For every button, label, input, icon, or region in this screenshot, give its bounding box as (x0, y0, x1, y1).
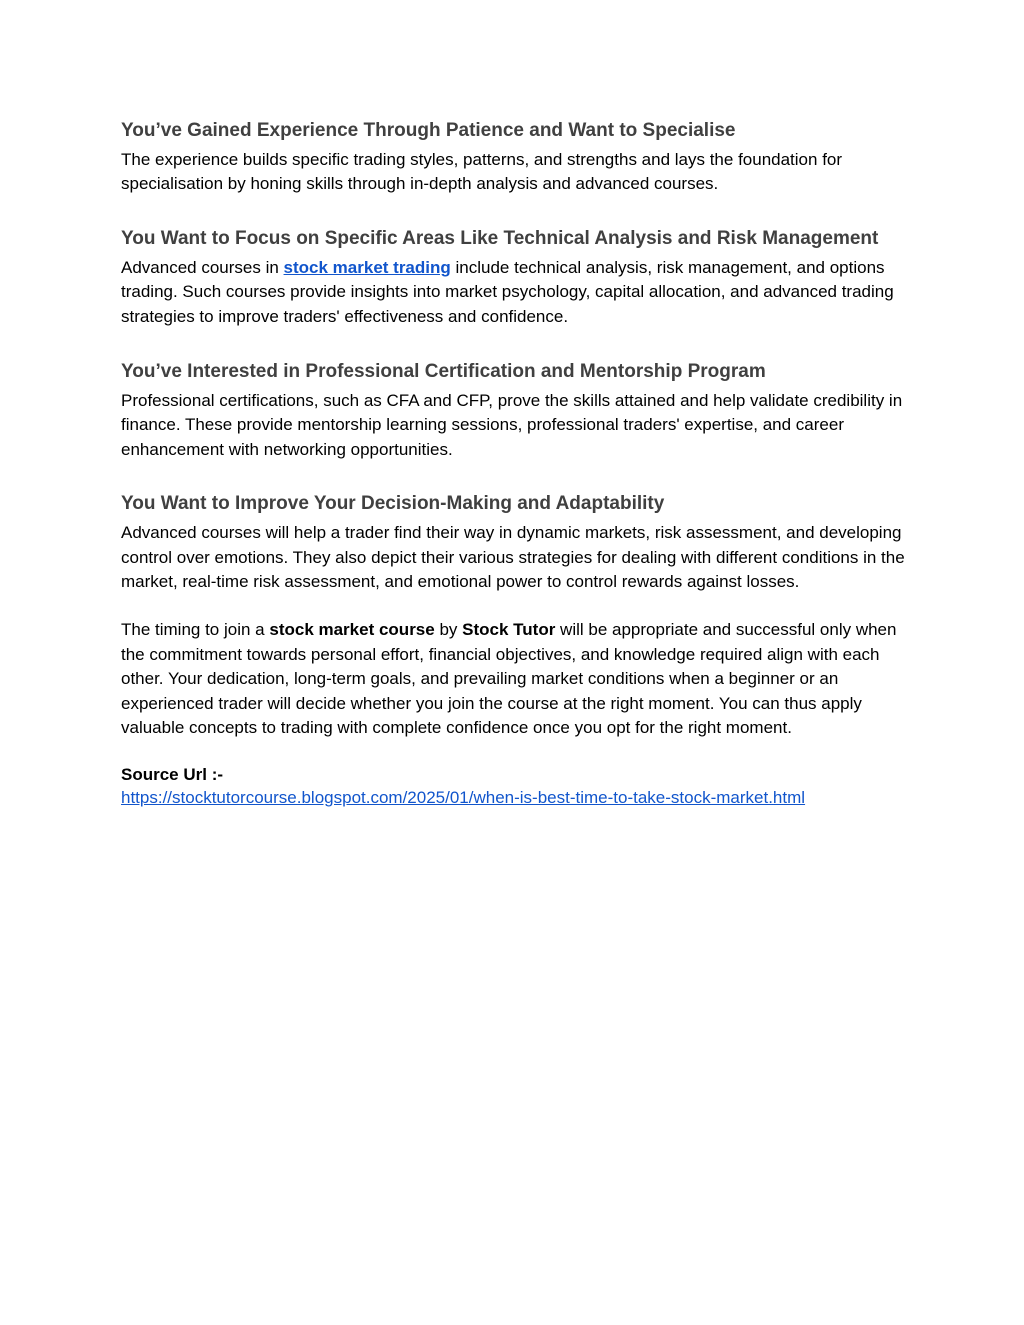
bold-brand: Stock Tutor (462, 620, 556, 640)
section-heading: You’ve Gained Experience Through Patience and Want to Specialise (121, 120, 736, 141)
source-label: Source Url :- (121, 764, 224, 784)
section-decision-making (121, 491, 906, 594)
paragraph-text: include technical analysis, risk management, and options trading. Such courses provide insights into market psychology, capital allocation, and advanced trading strategies to improve traders' effectiveness and confidence. (121, 257, 894, 326)
paragraph-text: by (434, 620, 463, 640)
section-focus-areas (121, 226, 906, 329)
section-paragraph (121, 256, 906, 329)
conclusion-paragraph (121, 618, 906, 740)
section-heading: You Want to Improve Your Decision-Making and Adaptability (121, 493, 665, 515)
document-body (121, 118, 906, 809)
paragraph-text: The timing to join a (121, 620, 270, 640)
section-certification (121, 359, 906, 462)
section-paragraph: The experience builds specific trading styles, patterns, and strengths and lays the foundation for specialisation by honing skills through in-depth analysis and advanced courses. (121, 150, 843, 194)
bold-term: stock market course (269, 620, 435, 640)
paragraph-text: Advanced courses in (121, 257, 284, 277)
paragraph-text: will be appropriate and successful only when the commitment towards personal effort, financial objectives, and knowledge required align with each other. Your dedication, long-term goals, and prevailing market conditions when a beginner or an experienced trader will decide whether you join the course at the right moment. You can thus apply valuable concepts to trading with complete confidence once you opt for the right moment. (121, 620, 897, 738)
stock-market-trading-link[interactable]: stock market trading (283, 257, 451, 277)
section-heading: You’ve Interested in Professional Certification and Mentorship Program (121, 361, 766, 383)
source-url-link[interactable]: https://stocktutorcourse.blogspot.com/2025/01/when-is-best-time-to-take-stock-market.html (121, 787, 806, 807)
section-specialise (121, 118, 906, 197)
section-paragraph: Professional certifications, such as CFA and CFP, prove the skills attained and help validate credibility in finance. These provide mentorship learning sessions, professional traders' expertise, and career enhancement with networking opportunities. (121, 391, 903, 459)
section-paragraph: Advanced courses will help a trader find their way in dynamic markets, risk assessment, and developing control over emotions. They also depict their various strategies for dealing with different conditions in the market, real-time risk assessment, and emotional power to control rewards against losses. (121, 523, 905, 592)
section-heading: You Want to Focus on Specific Areas Like Technical Analysis and Risk Management (121, 227, 879, 249)
